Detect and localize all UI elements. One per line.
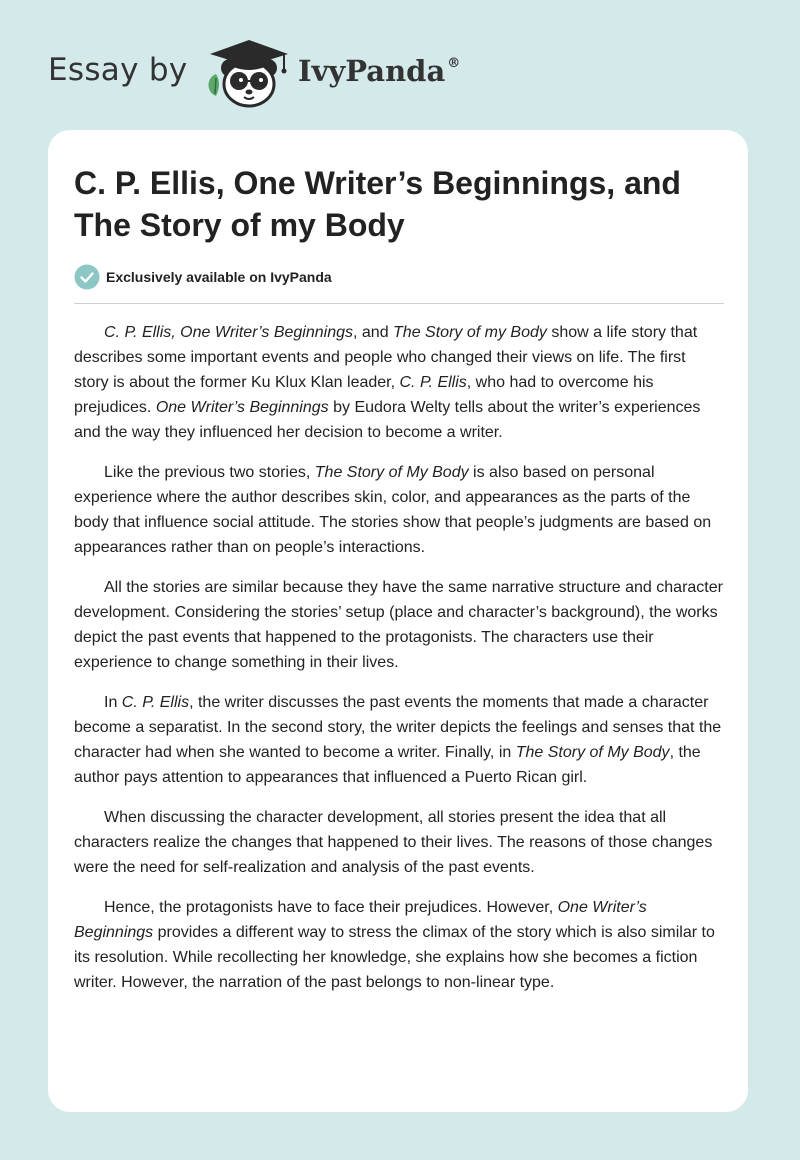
- essay-body: [74, 320, 724, 1010]
- paragraph-text: , who had to overcome his prejudices.: [74, 374, 654, 416]
- essay-paragraph: [74, 575, 724, 675]
- paragraph-text: , and: [353, 324, 394, 341]
- check-circle-icon: [74, 264, 100, 290]
- italic-title-ref: One Writer’s Beginnings: [155, 399, 329, 416]
- essay-paragraph: [74, 805, 724, 880]
- italic-title-ref: The Story of My Body: [515, 744, 670, 761]
- essay-title: C. P. Ellis, One Writer’s Beginnings, and The Story of my Body: [74, 165, 681, 243]
- exclusive-badge-text: Exclusively available on IvyPanda: [106, 269, 332, 285]
- registered-mark: ®: [447, 56, 461, 71]
- paragraph-text: show a life story that describes some important events and people who changed their views on life. The first story is about the former Ku Klux Klan leader,: [74, 324, 698, 391]
- essay-card: [48, 130, 748, 1112]
- paragraph-text: by Eudora Welty tells about the writer’s experiences and the way they influenced her decision to become a writer.: [74, 399, 701, 441]
- paragraph-text: , the writer discusses the past events the moments that made a character become a separatist. In the second story, the writer depicts the feelings and senses that the character had when she wanted to become a writer. Finally, in: [74, 694, 722, 761]
- essay-paragraph: [74, 460, 724, 560]
- italic-title-ref: C. P. Ellis: [399, 374, 467, 391]
- essay-paragraph: [74, 690, 724, 790]
- exclusive-badge: [74, 264, 332, 290]
- italic-title-ref: The Story of my Body: [393, 324, 547, 341]
- title-divider: [74, 303, 724, 304]
- brand-name-text: IvyPanda: [298, 54, 446, 88]
- paragraph-text: provides a different way to stress the climax of the story which is also similar to its resolution. While recollecting her knowledge, she explains how she becomes a fiction writer. However, the narration of the past belongs to non-linear type.: [74, 924, 715, 991]
- panda-graduate-logo-icon: [204, 34, 294, 110]
- italic-title-ref: C. P. Ellis, One Writer’s Beginnings: [104, 324, 353, 341]
- paragraph-text: Hence, the protagonists have to face their prejudices. However,: [104, 899, 558, 916]
- italic-title-ref: One Writer’s Beginnings: [74, 899, 647, 941]
- paragraph-text: When discussing the character development, all stories present the idea that all characters realize the changes that happened to their lives. The reasons of those changes were the need for self-realization and analysis of the past events.: [74, 809, 713, 876]
- brand-name: [298, 54, 460, 88]
- paragraph-text: Like the previous two stories,: [104, 464, 315, 481]
- paragraph-text: is also based on personal experience where the author describes skin, color, and appearances as the parts of the body that influence social attitude. The stories show that people’s judgments are based on appearances rather than on people’s interactions.: [74, 464, 712, 556]
- essay-paragraph: [74, 895, 724, 995]
- italic-title-ref: The Story of My Body: [314, 464, 469, 481]
- paragraph-text: In: [104, 694, 122, 711]
- paragraph-text: , the author pays attention to appearances that influenced a Puerto Rican girl.: [74, 744, 701, 786]
- paragraph-text: All the stories are similar because they have the same narrative structure and character development. Considering the stories’ setup (place and character’s background), the works depict the past events that happened to the protagonists. The characters use their experience to change something in their lives.: [74, 579, 723, 671]
- italic-title-ref: C. P. Ellis: [121, 694, 190, 711]
- brand-header: [48, 34, 508, 110]
- brand-prefix: Essay by: [48, 52, 188, 88]
- essay-paragraph: [74, 320, 724, 445]
